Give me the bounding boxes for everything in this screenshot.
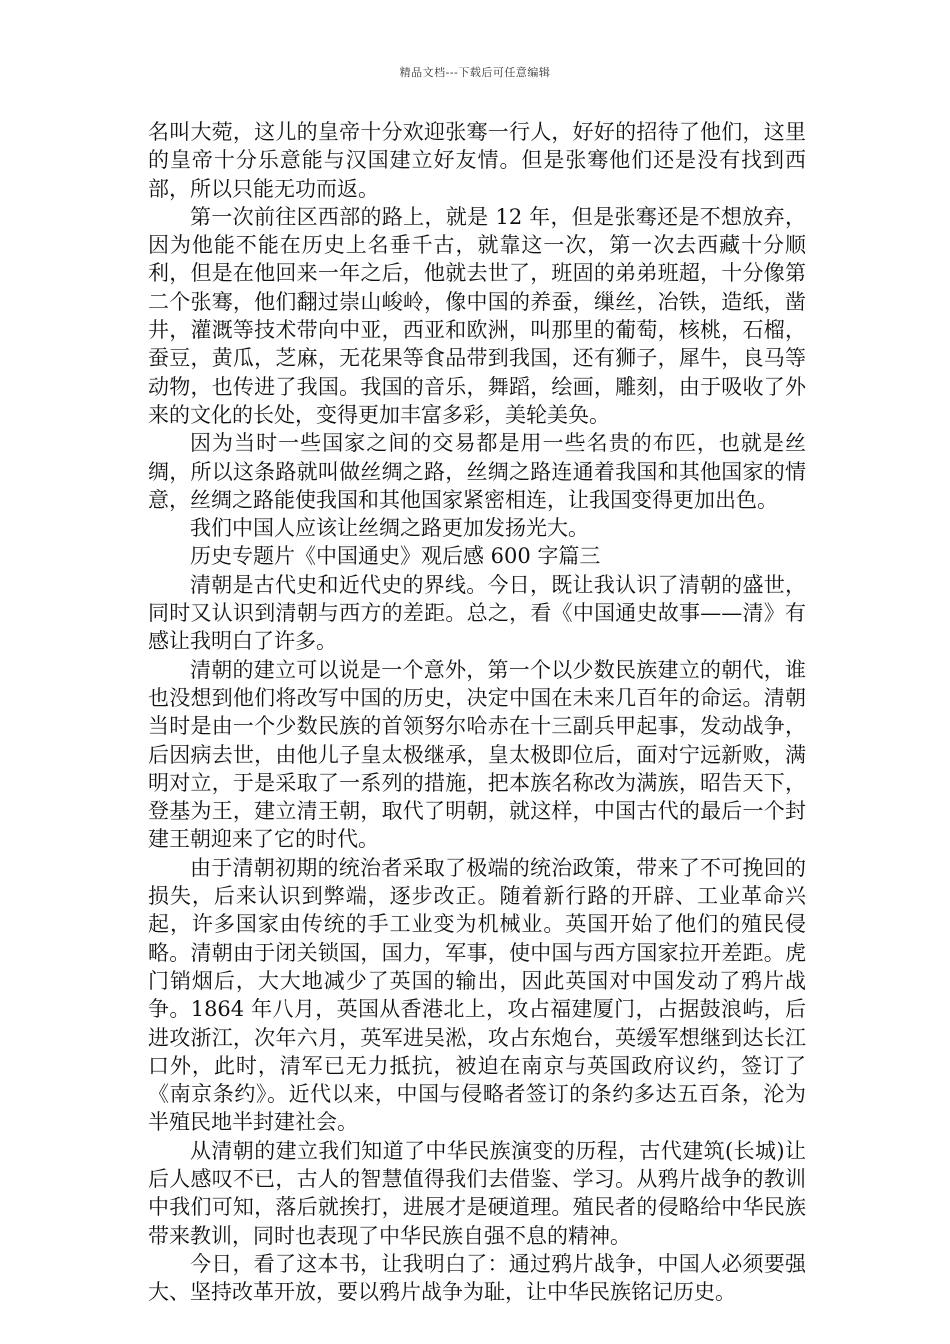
document-body xyxy=(148,118,806,1306)
section-heading: 历史专题片《中国通史》观后感 600 字篇三 xyxy=(190,544,601,569)
paragraph-7: 由于清朝初期的统治者采取了极端的统治政策，带来了不可挽回的损失，后来认识到弊端，逐步改正。随着新行路的开辟、工业革命兴起，许多国家由传统的手工业变为机械业。英国开始了他们的殖民侵略。清朝由于闭关锁国，国力，军事，使中国与西方国家拉开差距。虎门销烟后，大大地减少了英国的输出，因此英国对中国发动了鸦片战争。1864 年八月，英国从香港北上，攻占福建厦门，占据鼓浪屿，后进攻浙江，次年六月，英军进吴淞，攻占东炮台，英缓军想继到达长江口外，此时，清军已无力抵抗，被迫在南京与英国政府议约，签订了《南京条约》。近代以来，中国与侵略者签订的条约多达五百条，沦为半殖民地半封建社会。 xyxy=(148,855,806,1135)
paragraph-4: 我们中国人应该让丝绸之路更加发扬光大。 xyxy=(190,516,589,541)
paragraph-3: 因为当时一些国家之间的交易都是用一些名贵的布匹，也就是丝绸，所以这条路就叫做丝绸之路，丝绸之路连通着我国和其他国家的情意，丝绸之路能使我国和其他国家紧密相连，让我国变得更加出色。 xyxy=(148,431,806,512)
paragraph-2: 第一次前往区西部的路上，就是 12 年，但是张骞还是不想放弃，因为他能不能在历史上名垂千古，就靠这一次，第一次去西藏十分顺利，但是在他回来一年之后，他就去世了，班固的弟弟班超，十分像第二个张骞，他们翻过崇山峻岭，像中国的养蚕，缫丝，冶铁，造纸，凿井，灌溉等技术带向中亚，西亚和欧洲，叫那里的葡萄，核桃，石榴，蚕豆，黄瓜，芝麻，无花果等食品带到我国，还有狮子，犀牛，良马等动物，也传进了我国。我国的音乐，舞蹈，绘画，雕刻，由于吸收了外来的文化的长处，变得更加丰富多彩，美轮美奂。 xyxy=(148,204,806,427)
paragraph-1: 名叫大菀，这儿的皇帝十分欢迎张骞一行人，好好的招待了他们，这里的皇帝十分乐意能与汉国建立好友情。但是张骞他们还是没有找到西部，所以只能无功而返。 xyxy=(148,120,806,201)
paragraph-9: 今日，看了这本书，让我明白了：通过鸦片战争，中国人必须要强大、坚持改革开放，要以鸦片战争为耻，让中华民族铭记历史。 xyxy=(148,1251,806,1305)
paragraph-6: 清朝的建立可以说是一个意外，第一个以少数民族建立的朝代，谁也没想到他们将改写中国的历史，决定中国在未来几百年的命运。清朝当时是由一个少数民族的首领努尔哈赤在十三副兵甲起事，发动战争，后因病去世，由他儿子皇太极继承，皇太极即位后，面对宁远新败，满明对立，于是采取了一系列的措施，把本族名称改为满族，昭告天下，登基为王，建立清王朝，取代了明朝，就这样，中国古代的最后一个封建王朝迎来了它的时代。 xyxy=(148,657,806,852)
paragraph-5: 清朝是古代史和近代史的界线。今日，既让我认识了清朝的盛世，同时又认识到清朝与西方的差距。总之，看《中国通史故事——清》有感让我明白了许多。 xyxy=(148,572,806,654)
page-header: 精品文档---下载后可任意编辑 xyxy=(399,66,551,79)
paragraph-8: 从清朝的建立我们知道了中华民族演变的历程，古代建筑(长城)让后人感叹不已，古人的智慧值得我们去借鉴、学习。从鸦片战争的教训中我们可知，落后就挨打，进展才是硬道理。殖民者的侵略给中华民族带来教训，同时也表现了中华民族自强不息的精神。 xyxy=(148,1138,806,1248)
